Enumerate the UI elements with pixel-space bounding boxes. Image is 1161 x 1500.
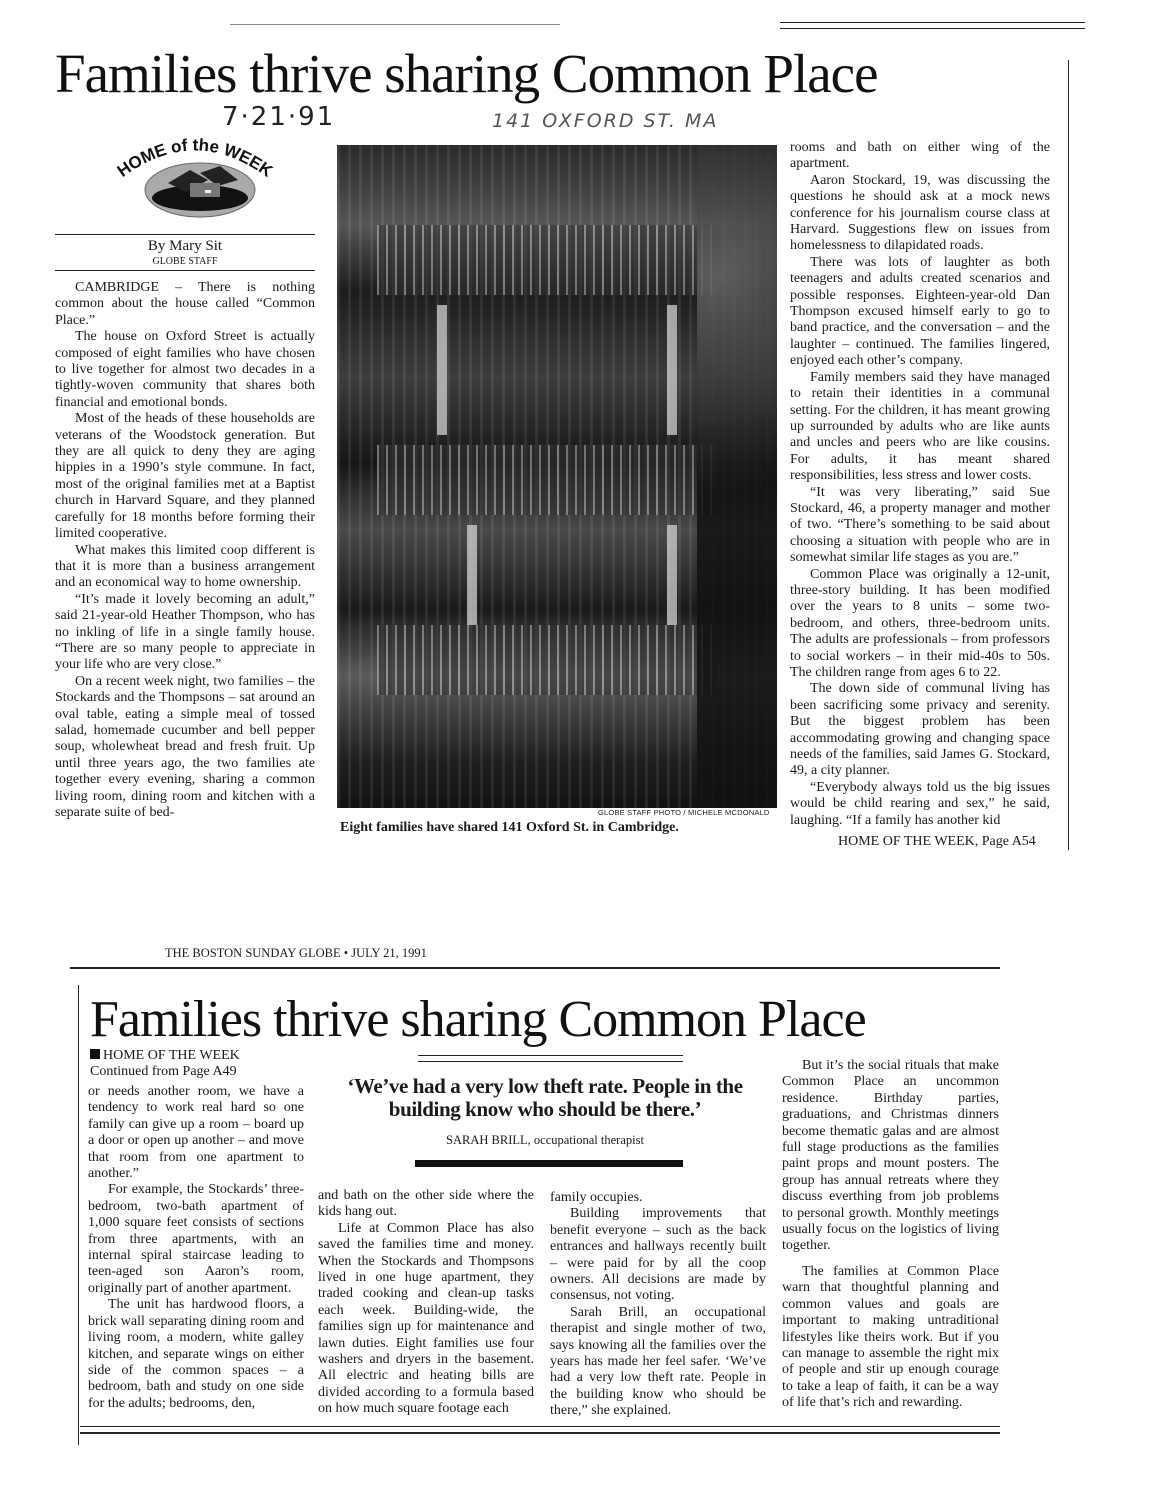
foliage xyxy=(697,145,777,808)
bottom-rule xyxy=(80,1432,1000,1434)
balcony xyxy=(377,625,717,695)
paragraph: Common Place was originally a 12-unit, three-story building. It has been modified over the years to 8 units – some two-bedroom, and others, three-bedroom units. The adults are professionals – from professors to social workers – in their mid-40s to 50s. The children range from ages 6 to 22. xyxy=(790,566,1050,680)
bottom-column-2 xyxy=(318,1188,534,1418)
photo-credit: GLOBE STAFF PHOTO / MICHELE MCDONALD xyxy=(598,808,770,817)
paragraph: “It’s made it lovely becoming an adult,” said 21-year-old Heather Thompson, who has no inkling of life in a single family house. “There are so many people to appreciate in your life who are very close.” xyxy=(55,591,315,673)
folio-rule xyxy=(70,967,1000,969)
paragraph: rooms and bath on either wing of the apartment. xyxy=(790,140,1050,172)
bottom-headline: Families thrive sharing Common Place xyxy=(90,991,866,1048)
pullquote-bar xyxy=(415,1160,683,1167)
pullquote-rule xyxy=(418,1055,683,1056)
top-rule-left xyxy=(230,24,560,25)
paragraph: The down side of communal living has been sacrificing some privacy and serenity. But the biggest problem has been accommodating growing and changing space needs of the families, said James G. Stockard, 49, a city planner. xyxy=(790,681,1050,779)
byline-org: GLOBE STAFF xyxy=(152,256,218,267)
paragraph: The unit has hardwood floors, a brick wall separating dining room and living room, a modern, white galley kitchen, and separate wings on either side of the common spaces – a bedroom, bath and study on one side for the adults; bedrooms, den, xyxy=(88,1297,304,1411)
bottom-column-3 xyxy=(550,1190,766,1420)
pull-quote-attribution: SARAH BRILL, occupational therapist xyxy=(446,1133,644,1147)
top-column-2 xyxy=(790,140,1050,829)
paragraph: The families at Common Place warn that thoughtful planning and common values and goals are important to making untraditional lifestyles like theirs work. But if you can manage to assemble the right mix of people and stir up enough courage to take a leap of faith, it can be a way of life that’s rich and rewarding. xyxy=(782,1263,999,1411)
bottom-column-4 xyxy=(782,1058,999,1412)
jump-line: HOME OF THE WEEK, Page A54 xyxy=(838,834,1036,849)
paragraph: For example, the Stockards’ three-bedroom, two-bath apartment of 1,000 square feet consists of sections from three apartments, with an internal spiral staircase leading to teen-aged son Aaron’s room, originally part of another apartment. xyxy=(88,1182,304,1296)
paragraph: Sarah Brill, an occupational therapist and single mother of two, says knowing all the families over the years has made her feel safer. ‘We’ve had a very low theft rate. People in the building know who should be there,” she explained. xyxy=(550,1304,766,1419)
paragraph: Life at Common Place has also saved the families time and money. When the Stockards and Thompsons lived in one huge apartment, they traded cooking and clean-up tasks each week. Building-wide, the families sign up for maintenance and lawn duties. Eight families use four washers and dryers in the basement. All electric and heating bills are divided according to a formula based on how much square footage each xyxy=(318,1220,534,1417)
pillar xyxy=(667,305,677,435)
handwritten-date: 7·21·91 xyxy=(222,102,336,132)
pillar xyxy=(467,525,477,625)
section-label-text: HOME OF THE WEEK xyxy=(103,1048,240,1063)
pillar xyxy=(667,525,677,625)
section-label xyxy=(90,1048,240,1064)
paragraph: But it’s the social rituals that make Common Place an uncommon residence. Birthday parties, graduations, and Christmas dinners become thematic galas and are almost full stage productions as the families paint props and mount posters. The group has annual retreats where they discuss everthing from job problems to personal growth. Monthly meetings usually focus on the logistics of living together. xyxy=(782,1058,999,1254)
top-headline: Families thrive sharing Common Place xyxy=(55,43,878,104)
paragraph: or needs another room, we have a tendency to work real hard so one family can give up a room – board up a door or open up another – and move that room from one apartment to another.” xyxy=(88,1084,304,1182)
svg-text:HOME of the WEEK: HOME of the WEEK xyxy=(113,135,277,181)
byline: By Mary Sit xyxy=(147,238,223,254)
paragraph: Building improvements that benefit everyone – such as the back entrances and hallways recently built – were paid for by all the coop owners. All decisions are made by consensus, not voting. xyxy=(550,1206,766,1304)
square-bullet-icon xyxy=(90,1049,100,1059)
top-rule xyxy=(780,28,1085,29)
paragraph: “It was very liberating,” said Sue Stockard, 46, a property manager and mother of two. “There’s something to be said about choosing a situation with people who are in somewhat similar life stages as you are.” xyxy=(790,484,1050,566)
paragraph: The house on Oxford Street is actually composed of eight families who have chosen to live together for almost two decades in a tightly-woven community that shares both financial and emotional bonds. xyxy=(55,329,315,410)
byline-rule-bottom xyxy=(55,270,315,271)
bottom-rule xyxy=(80,1426,1000,1427)
balcony xyxy=(377,225,717,295)
folio: THE BOSTON SUNDAY GLOBE • JULY 21, 1991 xyxy=(165,946,427,960)
balcony xyxy=(377,445,717,515)
paragraph: and bath on the other side where the kids hang out. xyxy=(318,1188,534,1220)
home-of-the-week-logo xyxy=(110,128,280,223)
paragraph: What makes this limited coop different is that it is more than a business arrangement and an economical way to home ownership. xyxy=(55,542,315,591)
paragraph: Family members said they have managed to retain their identities in a communal setting. For the children, it has meant growing up surrounded by adults who are like aunts and uncles and peers who are like cousins. For adults, it has meant shared responsibilities, less stress and lower costs. xyxy=(790,369,1050,484)
photo-caption: Eight families have shared 141 Oxford St. in Cambridge. xyxy=(340,820,679,835)
pillar xyxy=(437,305,447,435)
handwritten-address: 141 OXFORD ST. MA xyxy=(492,110,719,132)
paragraph: “Everybody always told us the big issues would be child rearing and sex,” he said, laughing. “If a family has another kid xyxy=(790,779,1050,828)
pullquote-rule xyxy=(418,1061,683,1062)
byline-rule-top xyxy=(55,234,315,235)
paragraph: family occupies. xyxy=(550,1190,643,1205)
continued-line: Continued from Page A49 xyxy=(90,1064,237,1079)
column-border-left xyxy=(78,985,79,1445)
top-rule xyxy=(780,22,1085,23)
bottom-column-1 xyxy=(88,1084,304,1412)
paragraph: Most of the heads of these households are veterans of the Woodstock generation. But they are all quick to deny they are aging hippies in a 1990’s style commune. In fact, most of the original families met at a Baptist church in Harvard Square, and they planned carefully for 18 months before forming their limited cooperative. xyxy=(55,411,315,542)
pull-quote: ‘We’ve had a very low theft rate. People in the building know who should be there.’ xyxy=(347,1074,743,1121)
paragraph: There was lots of laughter as both teenagers and adults created scenarios and possible responses. Eighteen-year-old Dan Thompson excused himself early to go to band practice, and the conversation – and the laughter – continued. The families lingered, enjoyed each other’s company. xyxy=(790,254,1050,369)
column-border xyxy=(1068,60,1069,850)
paragraph: CAMBRIDGE – There is nothing common about the house called “Common Place.” xyxy=(55,280,315,328)
top-column-1 xyxy=(55,280,315,821)
paragraph: Aaron Stockard, 19, was discussing the questions he should ask at a mock news conference for his journalism course class at Harvard. Suggestions flew on issues from homelessness to dilapidated roads. xyxy=(790,172,1050,254)
paragraph: On a recent week night, two families – the Stockards and the Thompsons – sat around an oval table, eating a simple meal of tossed salad, homemade cucumber and bell pepper soup, wholewheat bread and fresh fruit. Up until three years ago, the two families ate together every evening, sharing a common living room, dining room and kitchen with a separate suite of bed- xyxy=(55,673,315,820)
building-photo xyxy=(337,145,777,808)
